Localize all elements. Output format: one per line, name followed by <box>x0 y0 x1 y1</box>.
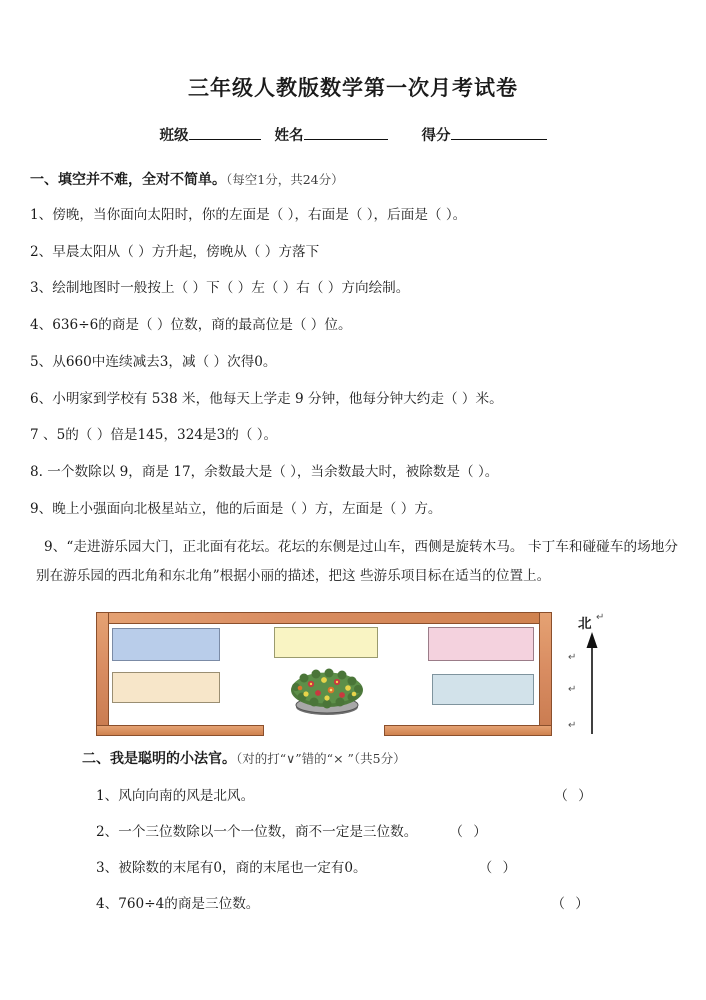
field-score-label: 得分 <box>421 127 451 144</box>
question-2: 2、早晨太阳从（ ）方升起，傍晚从（ ）方落下 <box>30 243 320 260</box>
question-4: 4、636÷6的商是（ ）位数，商的最高位是（ ）位。 <box>30 317 352 334</box>
judge-question-3 <box>0 856 706 876</box>
field-name-blank[interactable] <box>304 126 388 140</box>
field-class-label: 班级 <box>159 127 189 144</box>
judge-question-3-text: 3、被除数的末尾有0，商的末尾也一定有0。 <box>96 860 367 877</box>
judge-question-3-answer-box[interactable]: （ ） <box>478 860 520 877</box>
flowerbed-icon <box>284 664 370 716</box>
field-name <box>275 124 388 145</box>
section-1-title: 一、填空并不难，全对不简单。 <box>30 172 226 188</box>
plot-north[interactable] <box>274 627 378 658</box>
question-9: 9、晚上小强面向北极星站立，他的后面是（ ）方，左面是（ ）方。 <box>30 500 442 517</box>
judge-question-2-text: 2、一个三位数除以一个一位数，商不一定是三位数。 <box>96 824 418 841</box>
plot-northeast[interactable] <box>428 627 534 661</box>
judge-question-1-answer-box[interactable]: （ ） <box>554 788 595 805</box>
question-9-paragraph <box>0 533 706 590</box>
pilcrow-mark: ↵ <box>568 684 577 696</box>
park-wall-north <box>96 612 552 624</box>
judge-question-2 <box>0 820 706 840</box>
student-info-header <box>0 124 706 145</box>
park-wall-east <box>539 612 552 736</box>
judge-question-4-answer-box[interactable]: （ ） <box>551 896 592 913</box>
section-2-title: 二、我是聪明的小法官。 <box>82 751 236 768</box>
compass-north-label: 北 <box>578 616 592 633</box>
question-1: 1、傍晚，当你面向太阳时，你的左面是（ ），右面是（ ），后面是（ ）。 <box>30 207 467 223</box>
plot-east[interactable] <box>432 674 534 705</box>
section-2-question-list <box>0 784 706 912</box>
field-class-blank[interactable] <box>189 126 261 140</box>
section-2-note: （对的打“∨”错的“× ”（共5分） <box>236 751 406 767</box>
judge-question-4-text: 4、760÷4的商是三位数。 <box>96 896 260 913</box>
compass-indicator <box>566 612 626 742</box>
page-title: 三年级人教版数学第一次月考试卷 <box>188 75 518 100</box>
judge-question-1 <box>0 784 706 804</box>
field-score-blank[interactable] <box>451 126 547 140</box>
park-wall-south-left <box>96 725 264 736</box>
pilcrow-mark: ↵ <box>568 652 577 664</box>
question-3: 3、绘制地图时一般按上（ ）下（ ）左（ ）右（ ）方向绘制。 <box>30 280 410 297</box>
plot-northwest[interactable] <box>112 628 220 661</box>
field-score <box>422 124 547 145</box>
plot-west[interactable] <box>112 672 220 703</box>
park-map <box>96 612 552 736</box>
park-wall-south-right <box>384 725 552 736</box>
field-class <box>160 124 261 145</box>
section-2-heading <box>0 748 706 768</box>
amusement-park-diagram <box>0 612 706 748</box>
question-6: 6、小明家到学校有 538 米，他每天上学走 9 分钟，他每分钟大约走（ ）米。 <box>30 390 503 407</box>
question-9-paragraph-line-1: 9、“走进游乐园大门，正北面有花坛。花坛的东侧是过山车，西侧是旋转木马。 <box>44 539 524 556</box>
pilcrow-mark: ↵ <box>596 612 605 624</box>
judge-question-1-text: 1、风向向南的风是北风。 <box>96 788 255 805</box>
field-name-label: 姓名 <box>274 127 304 144</box>
question-9-paragraph-line-3: 些游乐项目标在适当的位置上。 <box>359 567 551 584</box>
section-1-question-list <box>0 206 706 519</box>
section-1-heading <box>0 145 706 189</box>
pilcrow-mark: ↵ <box>568 720 577 732</box>
section-1-note: （每空1分，共24分） <box>226 172 344 187</box>
question-8: 8. 一个数除以 9，商是 17，余数最大是（ ），当余数最大时，被除数是（ ）。 <box>30 463 499 480</box>
question-5: 5、从660中连续减去3，减（ ）次得0。 <box>30 353 277 370</box>
park-wall-west <box>96 612 109 736</box>
north-arrow-icon <box>585 632 599 740</box>
judge-question-4 <box>0 892 706 912</box>
judge-question-2-answer-box[interactable]: （ ） <box>449 824 490 841</box>
question-7: 7 、5的（ ）倍是145，324是3的（ ）。 <box>30 427 278 444</box>
question-9-paragraph-line-2: 卡丁车和碰碰车的场地分别在游乐园的西北角和东北角”根据小丽的描述，把这 <box>36 539 678 584</box>
